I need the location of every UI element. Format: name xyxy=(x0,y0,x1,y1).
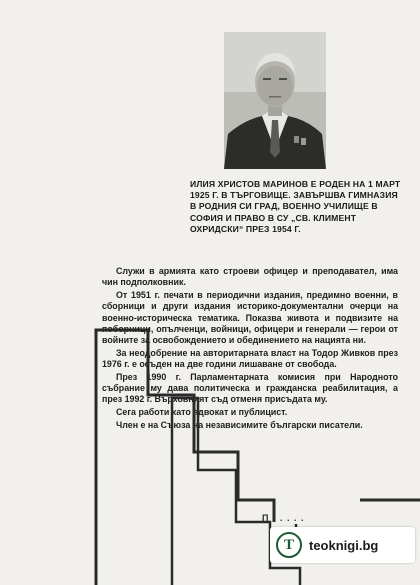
cut-off-text: П . . . . . xyxy=(262,513,305,523)
watermark-site-name: teoknigi.bg xyxy=(309,537,379,553)
biography-paragraph: През 1990 г. Парламентарната комисия при Народното събрание му дава политическа и гражданска реабилитация, а през 1992 г. Върховният съд отменя присъдата му. xyxy=(102,371,398,405)
author-portrait xyxy=(224,32,326,169)
watermark-badge[interactable] xyxy=(270,527,415,563)
biography-paragraph: Сега работи като адвокат и публицист. xyxy=(116,407,288,417)
biography-paragraph: За неодобрение на авторитарната власт на Тодор Живков през 1976 г. е осъден на две години лишаване от свобода. xyxy=(102,347,398,369)
biography-paragraph: От 1951 г. печати в периодични издания, предимно военни, в сборници и други издания историко-документални очерци на военно-историческа тематика. Показва живота и подвизите на поборници, опълченци, войници, офицери и генерали — герои от войните за освобождението и обединението на нацията ни. xyxy=(102,290,398,345)
author-photo-image xyxy=(224,32,326,169)
biography-paragraph: Служи в армията като строеви офицер и преподавател, има чин подполковник. xyxy=(102,266,398,288)
biography-text xyxy=(102,266,398,433)
book-logo-icon: T xyxy=(276,532,302,558)
author-bio-heading: ИЛИЯ ХРИСТОВ МАРИНОВ Е РОДЕН НА 1 МАРТ 1925 Г. В ТЪРГОВИЩЕ. ЗАВЪРШВА ГИМНАЗИЯ В РОДНИЯ СИ ГРАД, ВОЕННО УЧИЛИЩЕ В СОФИЯ И ПРАВО В СУ „СВ. КЛИМЕНТ ОХРИДСКИ“ ПРЕЗ 1954 Г. xyxy=(190,179,401,234)
biography-paragraph: Член е на Съюза на независимите български писатели. xyxy=(116,419,363,430)
